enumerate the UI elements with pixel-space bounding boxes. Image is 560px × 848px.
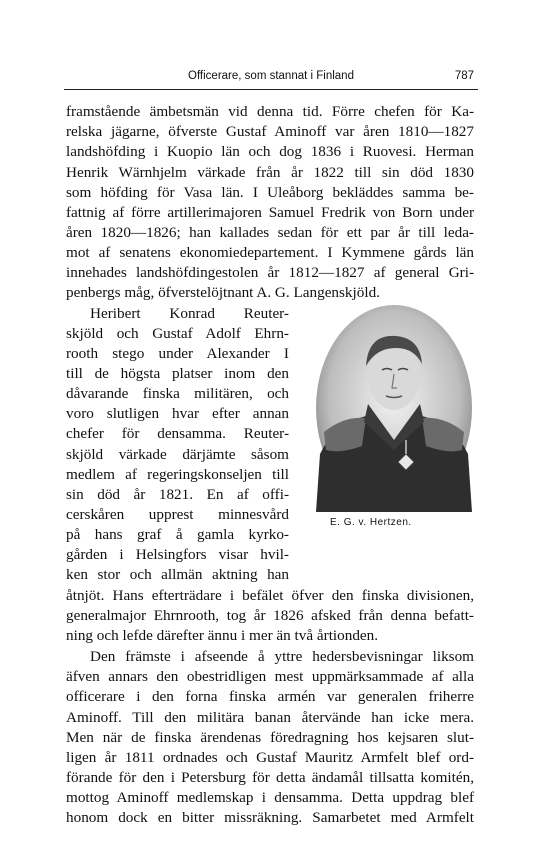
text-line: åren 1820—1826; han kallades sedan för ett par år till leda- — [66, 224, 474, 241]
text-line: ken stor och allmän aktning han — [66, 566, 289, 583]
text-line: innehades landshöfdingestolen år 1812—1827 af general Gri- — [66, 264, 474, 281]
text-line: honom dock en bitter missräkning. Samarbetet med Armfelt — [66, 809, 474, 826]
portrait-engraving — [314, 304, 474, 512]
text-line: mot af senatens ekonomiedepartement. I Kymmene gårds län — [66, 244, 474, 261]
text-line: landshöfding i Kuopio län och dog 1836 i Ruovesi. Herman — [66, 143, 474, 160]
text-line: dåvarande finska militären, och — [66, 385, 289, 402]
text-line: cerskåren upprest minnesvård — [66, 506, 289, 523]
text-line: voro slutligen hvar efter annan — [66, 405, 289, 422]
text-line: till de högsta platser inom den — [66, 365, 289, 382]
page-number: 787 — [454, 70, 474, 82]
text-line: på hans graf å gamla kyrko- — [66, 526, 289, 543]
text-line: skjöld värkade därjämte såsom — [66, 446, 289, 463]
text-line: sin död år 1821. En af offi- — [66, 486, 289, 503]
text-line: Men när de finska ärendenas föredragning hos kejsaren slut- — [66, 729, 474, 746]
text-line: Den främste i afseende å yttre hedersbevisningar liksom — [90, 648, 474, 665]
text-line: åtnjöt. Hans efterträdare i befälet öfver den finska divisionen, — [66, 587, 474, 604]
text-line: förande för den i Petersburg för detta ändamål tillsatta komitén, — [66, 769, 474, 786]
header-rule — [64, 89, 478, 90]
running-title: Officerare, som stannat i Finland — [188, 70, 354, 82]
text-line: penbergs måg, öfverstelöjtnant A. G. Langenskjöld. — [66, 284, 380, 301]
text-line: chefer för densamma. Reuter- — [66, 425, 289, 442]
text-line: rooth stego under Alexander I — [66, 345, 289, 362]
text-line: relska jägarne, öfverste Gustaf Aminoff var åren 1810—1827 — [66, 123, 474, 140]
text-line: officerare i den forna finska armén var generalen friherre — [66, 688, 474, 705]
text-line: gården i Helsingfors visar hvil- — [66, 546, 289, 563]
text-line: Heribert Konrad Reuter- — [90, 305, 289, 322]
running-header — [66, 69, 476, 87]
text-line: framstående ämbetsmän vid denna tid. Förre chefen för Ka- — [66, 103, 474, 120]
portrait-caption: E. G. v. Hertzen. — [330, 517, 412, 528]
text-line: Henrik Wärnhjelm värkade från år 1822 till sin död 1830 — [66, 164, 474, 181]
text-line: ning och lefde därefter ännu i mer än två årtionden. — [66, 627, 379, 644]
text-line: ligen år 1811 ordnades och Gustaf Mauritz Armfelt blef ord- — [66, 749, 474, 766]
text-line: medlem af regeringskonseljen till — [66, 466, 289, 483]
text-line: mottog Aminoff medlemskap i densamma. Detta uppdrag blef — [66, 789, 474, 806]
text-line: fattnig af förre artillerimajoren Samuel Fredrik von Born under — [66, 204, 474, 221]
text-line: som höfding för Vasa län. I Uleåborg bekläddes samma be- — [66, 184, 474, 201]
text-line: Aminoff. Till den militära banan återvände han icke mera. — [66, 709, 474, 726]
text-line: skjöld och Gustaf Adolf Ehrn- — [66, 325, 289, 342]
text-line: äfven annars den obestridligen mest uppmärksammade af alla — [66, 668, 474, 685]
text-line: generalmajor Ehrnrooth, tog år 1826 afsked från denna befatt- — [66, 607, 474, 624]
